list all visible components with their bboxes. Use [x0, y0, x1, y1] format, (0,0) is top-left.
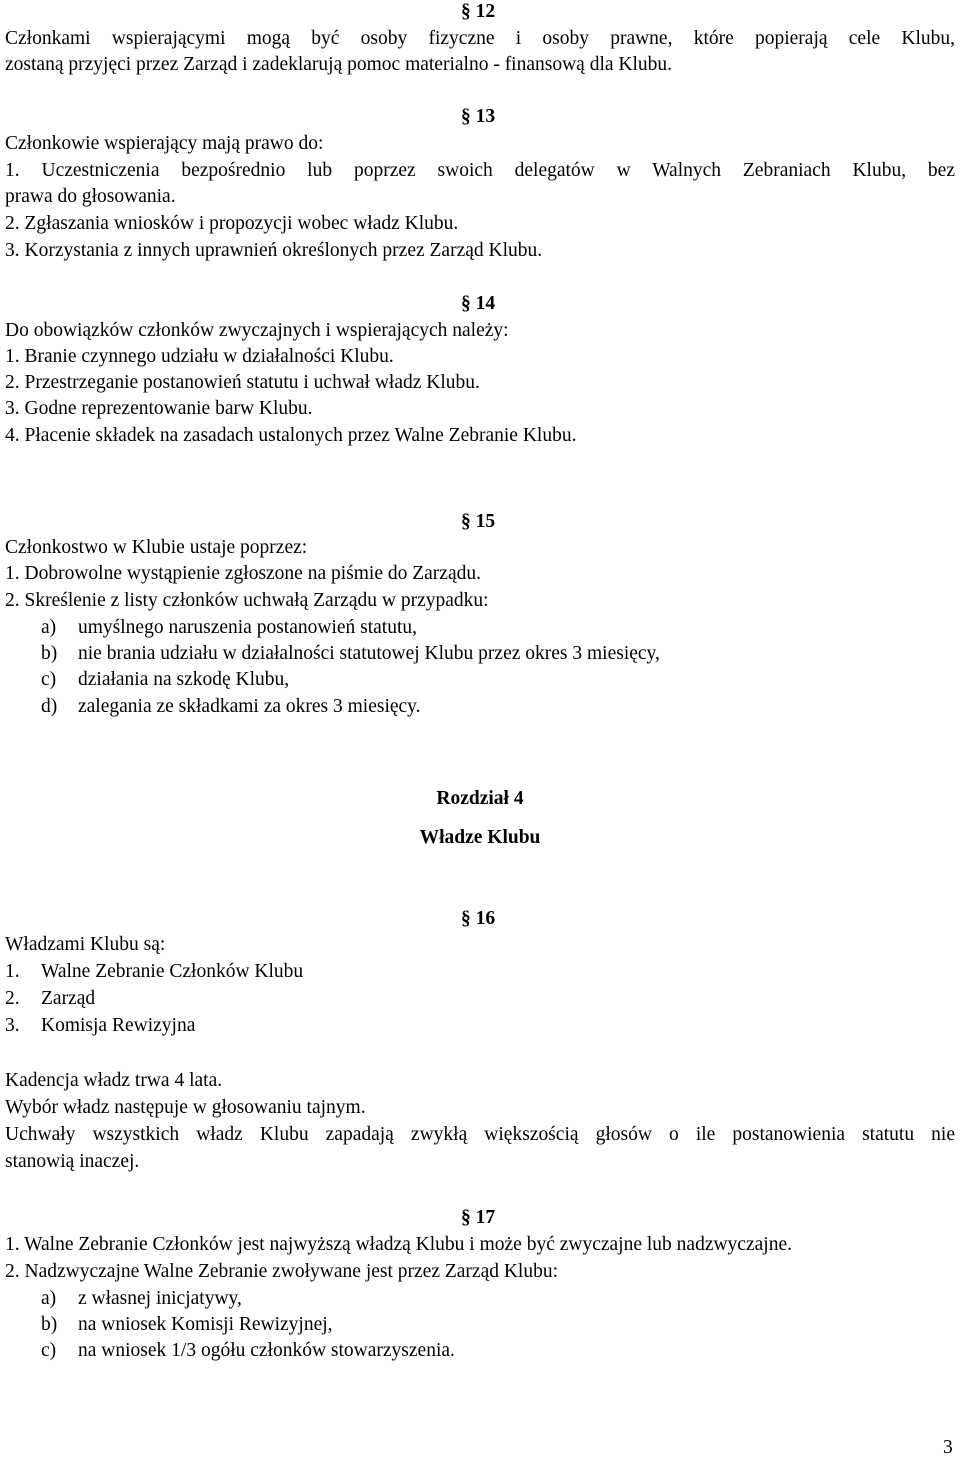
section-number: 14 [475, 293, 496, 314]
section-symbol: § [461, 511, 471, 532]
list-item-label: 2. [5, 988, 20, 1009]
section-symbol: § [461, 908, 471, 929]
list-item-label: b) [41, 643, 58, 664]
section-number: 12 [475, 1, 496, 22]
section-13-line: 3. Korzystania z innych uprawnień określonych przez Zarząd Klubu. [5, 240, 543, 261]
list-item-text: działania na szkodę Klubu, [78, 669, 290, 690]
list-item-text: Walne Zebranie Członków Klubu [41, 961, 304, 982]
list-item-text: Zarząd [41, 988, 96, 1009]
section-16-line: Kadencja władz trwa 4 lata. [5, 1070, 223, 1091]
section-16-intro: Władzami Klubu są: [5, 934, 166, 955]
section-14-line: 4. Płacenie składek na zasadach ustalonych przez Walne Zebranie Klubu. [5, 425, 577, 446]
section-13-line: 2. Zgłaszania wniosków i propozycji wobec władz Klubu. [5, 213, 459, 234]
list-item-label: 1. [5, 961, 20, 982]
section-number: 16 [475, 908, 496, 929]
list-item-text: Komisja Rewizyjna [41, 1015, 196, 1036]
section-14-intro: Do obowiązków członków zwyczajnych i wspierających należy: [5, 320, 509, 341]
section-15-heading [461, 512, 495, 532]
section-14-line: 2. Przestrzeganie postanowień statutu i uchwał władz Klubu. [5, 372, 480, 393]
section-14-line: 1. Branie czynnego udziału w działalności Klubu. [5, 346, 394, 367]
section-14-heading [461, 294, 495, 314]
list-item-text: na wniosek Komisji Rewizyjnej, [78, 1314, 333, 1335]
section-16-heading [461, 909, 495, 929]
section-17-line: 1. Walne Zebranie Członków jest najwyższą władzą Klubu i może być zwyczajne lub nadzwyczajne. [5, 1234, 792, 1255]
section-13-intro: Członkowie wspierający mają prawo do: [5, 133, 324, 154]
section-13-heading [461, 107, 495, 127]
list-item-label: c) [41, 1340, 57, 1361]
section-17-heading [461, 1208, 495, 1228]
section-number: 17 [475, 1207, 496, 1228]
section-15-intro: Członkostwo w Klubie ustaje poprzez: [5, 537, 308, 558]
section-number: 15 [475, 511, 496, 532]
section-12-line: Członkami wspierającymi mogą być osoby fizyczne i osoby prawne, które popierają cele Klubu, [5, 28, 955, 49]
list-item-text: zalegania ze składkami za okres 3 miesięcy. [78, 696, 421, 717]
section-14-line: 3. Godne reprezentowanie barw Klubu. [5, 398, 313, 419]
section-12-line: zostaną przyjęci przez Zarząd i zadeklarują pomoc materialno - finansową dla Klubu. [5, 54, 673, 75]
section-15-line: 1. Dobrowolne wystąpienie zgłoszone na piśmie do Zarządu. [5, 563, 481, 584]
section-13-line: prawa do głosowania. [5, 186, 176, 207]
chapter-number: Rozdział 4 [436, 788, 524, 809]
section-16-line: Wybór władz następuje w głosowaniu tajnym. [5, 1097, 366, 1118]
section-number: 13 [475, 106, 496, 127]
section-symbol: § [461, 1207, 471, 1228]
list-item-text: na wniosek 1/3 ogółu członków stowarzyszenia. [78, 1340, 455, 1361]
list-item-text: nie brania udziału w działalności statutowej Klubu przez okres 3 miesięcy, [78, 643, 660, 664]
list-item-text: z własnej inicjatywy, [78, 1288, 242, 1309]
section-symbol: § [461, 106, 471, 127]
section-16-line: stanowią inaczej. [5, 1151, 140, 1172]
section-symbol: § [461, 1, 471, 22]
chapter-title: Władze Klubu [419, 827, 541, 848]
section-13-line: 1. Uczestniczenia bezpośrednio lub poprzez swoich delegatów w Walnych Zebraniach Klubu, bez [5, 160, 955, 181]
section-12-heading [461, 2, 495, 22]
list-item-label: d) [41, 696, 58, 717]
list-item-label: c) [41, 669, 57, 690]
list-item-label: a) [41, 617, 57, 638]
section-17-line: 2. Nadzwyczajne Walne Zebranie zwoływane jest przez Zarząd Klubu: [5, 1261, 559, 1282]
list-item-label: 3. [5, 1015, 20, 1036]
section-16-line: Uchwały wszystkich władz Klubu zapadają zwykłą większością głosów o ile postanowienia statutu nie [5, 1124, 955, 1145]
list-item-text: umyślnego naruszenia postanowień statutu, [78, 617, 418, 638]
page-number: 3 [943, 1437, 953, 1458]
list-item-label: a) [41, 1288, 57, 1309]
section-symbol: § [461, 293, 471, 314]
section-15-line: 2. Skreślenie z listy członków uchwałą Zarządu w przypadku: [5, 590, 489, 611]
list-item-label: b) [41, 1314, 58, 1335]
